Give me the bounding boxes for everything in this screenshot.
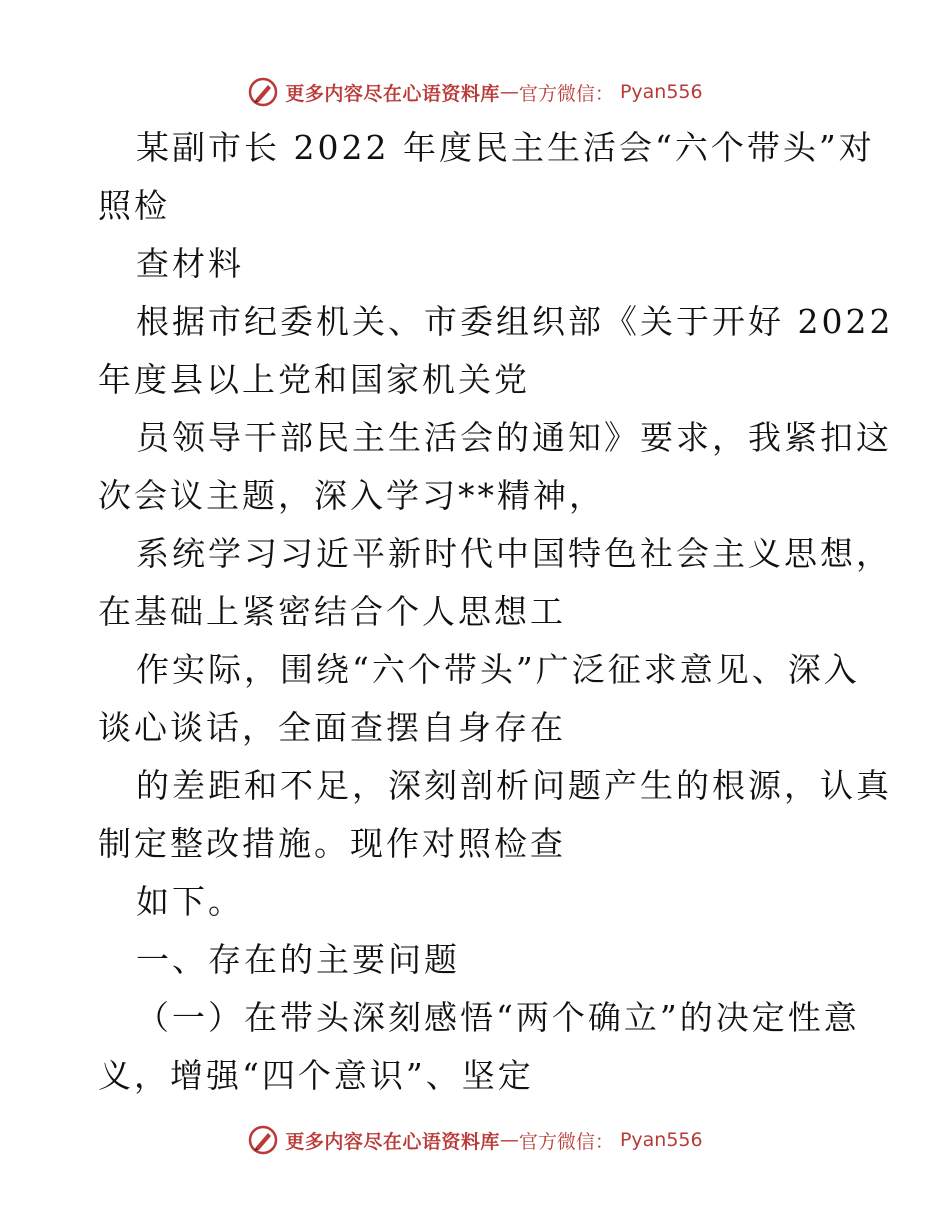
section-heading: 一、存在的主要问题 — [136, 940, 460, 979]
pen-logo-icon — [247, 76, 279, 108]
subsection-heading: （一）在带头深刻感悟“两个确立”的决定性意 — [136, 998, 860, 1037]
doc-line: 的差距和不足，深刻剖析问题产生的根源，认真 — [136, 766, 892, 805]
watermark-label: 官方微信： — [518, 1130, 614, 1153]
watermark-brand: 更多内容尽在心语资料库 — [285, 1130, 500, 1153]
doc-line: 在基础上紧密结合个人思想工 — [98, 592, 566, 631]
doc-line: 查材料 — [136, 244, 244, 283]
watermark-footer — [0, 1120, 950, 1160]
pen-logo-icon — [247, 1124, 279, 1156]
doc-line: 照检 — [98, 186, 170, 225]
doc-line: 员领导干部民主生活会的通知》要求，我紧扣这 — [136, 418, 892, 457]
doc-line: 根据市纪委机关、市委组织部《关于开好 2022 — [136, 302, 894, 341]
doc-line: 作实际，围绕“六个带头”广泛征求意见、深入 — [136, 650, 860, 689]
watermark-separator: — — [499, 1129, 519, 1151]
watermark-brand: 更多内容尽在心语资料库 — [285, 82, 500, 105]
doc-line: 义，增强“四个意识”、坚定 — [98, 1056, 534, 1095]
doc-line: 如下。 — [136, 882, 244, 921]
doc-line: 某副市长 2022 年度民主生活会“六个带头”对 — [136, 128, 875, 167]
doc-line: 系统学习习近平新时代中国特色社会主义思想， — [136, 534, 892, 573]
watermark-label: 官方微信： — [518, 82, 614, 105]
watermark-header — [0, 72, 950, 112]
watermark-separator: — — [499, 81, 519, 103]
doc-line: 制定整改措施。现作对照检查 — [98, 824, 566, 863]
doc-line: 年度县以上党和国家机关党 — [98, 360, 530, 399]
doc-line: 谈心谈话，全面查摆自身存在 — [98, 708, 566, 747]
doc-line: 次会议主题，深入学习**精神， — [98, 476, 605, 515]
watermark-wechat-id: Pyan556 — [619, 1129, 703, 1151]
watermark-wechat-id: Pyan556 — [619, 81, 703, 103]
